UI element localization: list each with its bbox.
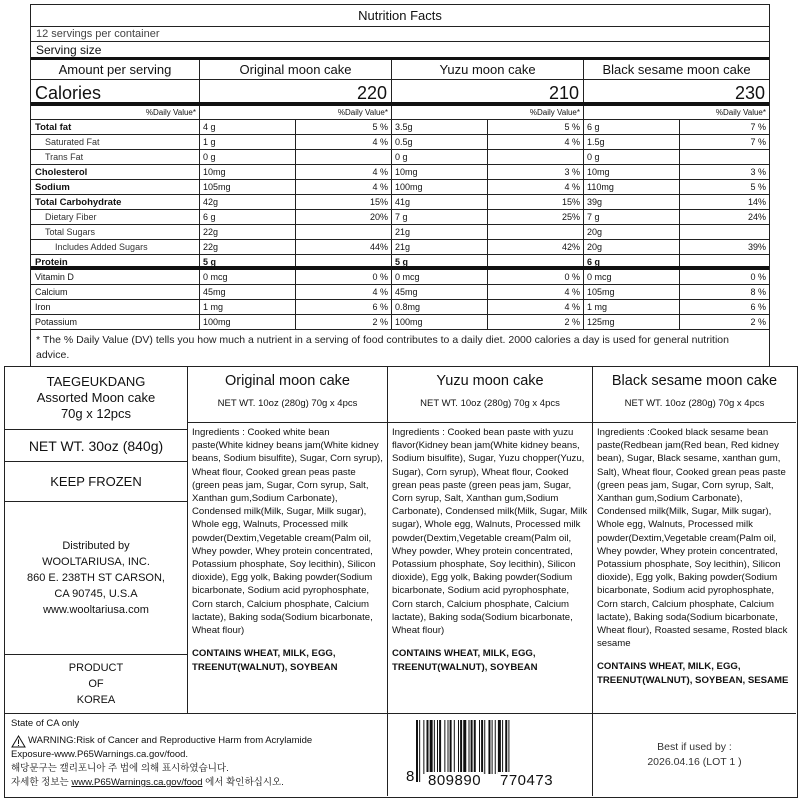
warning-korean-suffix: 에서 확인하십시오. — [202, 777, 284, 788]
nutrient-daily-value: 7 % — [750, 137, 766, 147]
barcode-bar — [481, 720, 483, 774]
p65-link[interactable]: www.P65Warnings.ca.gov/food — [71, 777, 203, 788]
calories-original: 220 — [200, 80, 392, 102]
product-header-row — [31, 60, 769, 80]
nutrient-value-group — [584, 165, 769, 179]
nutrient-row — [31, 180, 769, 195]
warning-triangle-icon — [11, 735, 26, 748]
nutrient-value-group — [200, 165, 392, 179]
origin-line: OF — [88, 678, 104, 690]
nutrient-daily-value: 20% — [369, 212, 388, 222]
yuzu-name: Yuzu moon cake — [436, 373, 544, 389]
distributor-city: CA 90745, U.S.A — [54, 588, 138, 600]
yuzu-ingredients: Ingredients : Cooked bean paste with yuzu flavor(Kidney bean jam(White kidney beans, Sodium bisulfite), Sugar, Yuzu chopper(Yuzu, Sugar), Corn syrup), Wheat flour, Cooked grean peas paste (green peas jam, Sugar, Corn syrup, Salt, Xanthan gum,Sodium Carbonate), Condensed milk(Milk, Sugar, Milk sugar), Whole egg, Walnuts, Processed milk powder(Dextim,Vegetable cream(Palm oil, Whey powder, Whey protein concentrated, Potassium phosphate, Soy lecithin), Silicon dioxide), Egg yolk, Baking powder(Sodium bicarbonate, Sodium acid pyrophosphate, Corn starch, Calcium phosphate, Calcium lactate), Baking soda(Sodium bicarbonate, Wheat flour) — [392, 427, 588, 637]
barcode-bar — [498, 720, 501, 774]
nutrient-daily-value: 6 % — [372, 302, 388, 312]
nutrient-daily-value — [296, 255, 391, 266]
vitamin-rows — [31, 270, 769, 330]
nutrient-daily-value: 0 % — [564, 272, 580, 282]
daily-value-footnote: * The % Daily Value (DV) tells you how much a nutrient in a serving of food contributes to a daily diet. 2000 calories a day is used for general nutrition advice. — [36, 334, 729, 361]
yuzu-net-weight: NET WT. 10oz (280g) 70g x 4pcs — [420, 398, 560, 409]
nutrient-daily-value — [296, 225, 391, 239]
nutrient-amount: 1 mg — [584, 300, 680, 314]
distributor-cell — [5, 502, 188, 655]
nutrient-amount: 10mg — [200, 165, 296, 179]
nutrient-amount: 3.5g — [392, 120, 488, 134]
nutrient-daily-value: 7 % — [750, 122, 766, 132]
nutrient-value-group — [584, 120, 769, 134]
nutrient-amount: 110mg — [584, 180, 680, 194]
nutrient-value-group — [392, 150, 584, 164]
barcode-bar — [505, 720, 507, 774]
nutrient-daily-value: 25% — [561, 212, 580, 222]
nutrient-daily-value — [680, 225, 769, 239]
nutrient-label: Total Sugars — [31, 225, 200, 239]
nutrient-daily-value: 15% — [561, 197, 580, 207]
nutrient-amount: 1 g — [200, 135, 296, 149]
calories-row — [31, 80, 769, 106]
barcode-bar — [488, 720, 490, 774]
nutrient-label: Trans Fat — [31, 150, 200, 164]
nutrient-amount: 0.5g — [392, 135, 488, 149]
serving-size: Serving size — [31, 42, 769, 60]
nutrient-label: Saturated Fat — [31, 135, 200, 149]
nutrient-value-group — [200, 240, 392, 254]
nutrient-row — [31, 300, 769, 315]
nutrient-daily-value: 44% — [369, 242, 388, 252]
nutrient-row — [31, 210, 769, 225]
product-name-yuzu: Yuzu moon cake — [392, 60, 584, 80]
nutrient-value-group — [584, 210, 769, 224]
distributor-website: www.wooltariusa.com — [43, 604, 149, 616]
nutrient-label: Cholesterol — [31, 165, 200, 179]
nutrient-row — [31, 225, 769, 240]
net-weight-cell — [5, 430, 188, 462]
nutrient-row — [31, 255, 769, 270]
nutrient-amount: 10mg — [584, 165, 680, 179]
nutrient-amount: 0.8mg — [392, 300, 488, 314]
warning-text: WARNING:Risk of Cancer and Reproductive Harm from Acrylamide — [28, 735, 313, 746]
nutrient-value-group — [392, 315, 584, 329]
nutrient-row — [31, 135, 769, 150]
barcode-first-digit: 8 — [406, 768, 415, 785]
nutrient-daily-value: 4 % — [372, 182, 388, 192]
nutrient-daily-value: 4 % — [372, 167, 388, 177]
best-by-cell — [593, 714, 796, 796]
nutrient-daily-value — [488, 255, 583, 266]
nutrient-value-group — [584, 225, 769, 239]
nutrition-facts-panel — [30, 4, 770, 367]
nutrient-amount: 7 g — [392, 210, 488, 224]
nutrient-daily-value: 39% — [747, 242, 766, 252]
nutrient-amount: 100mg — [392, 315, 488, 329]
nutrient-value-group — [200, 255, 392, 266]
original-net-weight: NET WT. 10oz (280g) 70g x 4pcs — [217, 398, 358, 409]
barcode-bar — [479, 720, 480, 774]
nutrient-value-group — [392, 210, 584, 224]
barcode-bar — [434, 720, 435, 774]
barcode-bar — [495, 720, 496, 774]
nutrient-label: Sodium — [31, 180, 200, 194]
best-by-label: Best if used by : — [657, 741, 732, 753]
yuzu-ingredients-cell — [388, 423, 593, 714]
nutrient-daily-value — [488, 150, 583, 164]
nutrient-amount: 6 g — [584, 255, 680, 266]
nutrient-amount: 41g — [392, 195, 488, 209]
nutrient-label: Potassium — [31, 315, 200, 329]
nutrient-amount: 0 mcg — [584, 270, 680, 284]
origin-line: KOREA — [76, 694, 116, 706]
nutrient-daily-value: 5 % — [372, 122, 388, 132]
black-sesame-header-cell — [593, 367, 796, 423]
nutrient-daily-value — [488, 225, 583, 239]
barcode-bar — [460, 720, 462, 774]
storage-cell — [5, 462, 188, 502]
nutrient-value-group — [392, 285, 584, 299]
daily-value-header: %Daily Value* — [715, 108, 766, 117]
nutrient-amount: 105mg — [584, 285, 680, 299]
nutrient-amount: 6 g — [200, 210, 296, 224]
barcode-bar — [430, 720, 433, 774]
nutrient-amount: 100mg — [392, 180, 488, 194]
nutrient-amount: 21g — [392, 240, 488, 254]
distributor-line: Distributed by — [62, 540, 130, 552]
nutrient-daily-value: 2 % — [564, 317, 580, 327]
nutrient-amount: 4 g — [200, 120, 296, 134]
nutrient-value-group — [200, 315, 392, 329]
nutrient-daily-value: 3 % — [750, 167, 766, 177]
nutrient-rows — [31, 120, 769, 270]
nutrient-daily-value — [296, 150, 391, 164]
nutrient-label: Calcium — [31, 285, 200, 299]
barcode-cell — [388, 714, 593, 796]
nutrient-daily-value: 15% — [369, 197, 388, 207]
distributor-company: WOOLTARIUSA, INC. — [42, 556, 150, 568]
daily-value-header-row — [31, 106, 769, 120]
nutrient-amount: 7 g — [584, 210, 680, 224]
nutrient-value-group — [200, 120, 392, 134]
barcode-bar — [474, 720, 476, 774]
nutrient-amount: 10mg — [392, 165, 488, 179]
nutrient-amount: 5 g — [392, 255, 488, 266]
barcode-right-digits: 770473 — [500, 772, 554, 789]
barcode-bar — [471, 720, 473, 774]
nutrient-daily-value: 4 % — [564, 182, 580, 192]
nutrient-row — [31, 240, 769, 255]
barcode-bar — [448, 720, 449, 774]
nutrient-amount: 0 g — [392, 150, 488, 164]
daily-value-header: %Daily Value* — [392, 106, 584, 119]
original-ingredients: Ingredients : Cooked white bean paste(White kidney beans jam(White kidney beans, Sodium bisulfite), Sugar, Corn syrup), Wheat flour, Cooked grean peas paste (green peas jam, Sugar, Corn syrup, Salt, Xanthan gum,Sodium Carbonate), Condensed milk(Milk, Sugar, Milk sugar), Whole egg, Walnuts, Processed milk powder(Dextim,Vegetable cream(Palm oil, Whey powder, Whey protein concentrated, Potassium phosphate, Soy lecithin), Silicon dioxide), Egg yolk, Baking powder(Sodium bicarbonate, Sodium acid pyrophosphate, Corn starch, Calcium phosphate, Calcium lactate), Baking soda(Sodium bicarbonate, Wheat flour) — [192, 427, 383, 637]
nutrient-row — [31, 120, 769, 135]
black-sesame-ingredients-cell — [593, 423, 796, 714]
original-ingredients-cell — [188, 423, 388, 714]
nutrient-value-group — [200, 225, 392, 239]
nutrient-amount: 0 mcg — [392, 270, 488, 284]
original-header-cell — [188, 367, 388, 423]
nutrient-amount: 42g — [200, 195, 296, 209]
nutrient-label: Includes Added Sugars — [31, 240, 200, 254]
nutrient-value-group — [584, 270, 769, 284]
barcode-bar — [437, 720, 438, 774]
product-name-original: Original moon cake — [200, 60, 392, 80]
nutrient-daily-value: 5 % — [564, 122, 580, 132]
nutrient-amount: 1.5g — [584, 135, 680, 149]
yuzu-allergens: CONTAINS WHEAT, MILK, EGG, TREENUT(WALNUT), SOYBEAN — [392, 648, 538, 674]
nutrient-value-group — [200, 180, 392, 194]
yuzu-header-cell — [388, 367, 593, 423]
nutrient-value-group — [584, 285, 769, 299]
nutrient-value-group — [584, 240, 769, 254]
nutrient-amount: 5 g — [200, 255, 296, 266]
prop65-warning-cell — [5, 714, 388, 796]
nutrient-daily-value: 8 % — [750, 287, 766, 297]
nutrient-row — [31, 150, 769, 165]
nutrient-row — [31, 315, 769, 330]
nutrient-label: Vitamin D — [31, 270, 200, 284]
nutrient-amount: 22g — [200, 225, 296, 239]
barcode-bar — [444, 720, 445, 774]
barcode-bar — [427, 720, 429, 774]
barcode-bar — [458, 720, 459, 774]
origin-cell — [5, 655, 188, 714]
nutrient-amount: 100mg — [200, 315, 296, 329]
nutrient-daily-value: 5 % — [750, 182, 766, 192]
calories-label: Calories — [31, 80, 200, 102]
original-name: Original moon cake — [225, 373, 350, 389]
nutrient-daily-value: 4 % — [564, 302, 580, 312]
nutrient-daily-value: 2 % — [750, 317, 766, 327]
nutrient-amount: 20g — [584, 240, 680, 254]
nutrient-amount: 45mg — [392, 285, 488, 299]
nutrient-label: Iron — [31, 300, 200, 314]
product-name-black-sesame: Black sesame moon cake — [602, 61, 751, 77]
product-label-panel — [4, 366, 798, 798]
nutrient-daily-value: 14% — [747, 197, 766, 207]
nutrient-amount: 0 g — [200, 150, 296, 164]
barcode-bar — [416, 720, 418, 782]
nutrient-daily-value: 6 % — [750, 302, 766, 312]
barcode-bar — [484, 720, 485, 774]
nutrient-daily-value: 24% — [747, 212, 766, 222]
calories-yuzu: 210 — [392, 80, 584, 102]
amount-per-serving-label: Amount per serving — [31, 60, 200, 80]
nutrient-value-group — [584, 135, 769, 149]
nutrient-value-group — [392, 240, 584, 254]
nutrient-daily-value: 42% — [561, 242, 580, 252]
barcode-bar — [454, 720, 455, 774]
daily-value-header: %Daily Value* — [200, 106, 392, 119]
product-name: Assorted Moon cake — [36, 390, 156, 405]
nutrient-amount: 6 g — [584, 120, 680, 134]
nutrient-daily-value: 0 % — [372, 272, 388, 282]
nutrient-value-group — [584, 150, 769, 164]
nutrient-value-group — [200, 270, 392, 284]
nutrient-amount: 105mg — [200, 180, 296, 194]
nutrient-value-group — [584, 195, 769, 209]
nutrient-daily-value — [680, 255, 769, 266]
nutrient-value-group — [584, 180, 769, 194]
keep-frozen: KEEP FROZEN — [50, 473, 142, 489]
nutrient-daily-value: 4 % — [564, 287, 580, 297]
daily-value-header: %Daily Value* — [31, 106, 200, 119]
nutrient-amount: 45mg — [200, 285, 296, 299]
nutrient-value-group — [200, 195, 392, 209]
nutrient-daily-value: 4 % — [372, 287, 388, 297]
nutrient-daily-value: 2 % — [372, 317, 388, 327]
nutrient-value-group — [392, 225, 584, 239]
nutrient-value-group — [200, 285, 392, 299]
barcode-bar — [423, 720, 424, 774]
nutrient-value-group — [392, 270, 584, 284]
best-by-date: 2026.04.16 (LOT 1 ) — [647, 756, 742, 768]
nutrient-value-group — [200, 300, 392, 314]
nutrient-value-group — [392, 135, 584, 149]
barcode-bar — [492, 720, 493, 774]
barcode-left-digits: 809890 — [428, 772, 482, 789]
nutrient-value-group — [584, 255, 769, 266]
nutrient-row — [31, 165, 769, 180]
original-allergens: CONTAINS WHEAT, MILK, EGG, TREENUT(WALNUT), SOYBEAN — [192, 648, 338, 674]
nutrient-label: Total Carbohydrate — [31, 195, 200, 209]
brand-cell — [5, 367, 188, 430]
nutrient-value-group — [200, 210, 392, 224]
nutrient-value-group — [584, 300, 769, 314]
nutrient-value-group — [392, 195, 584, 209]
state-notice: State of CA only — [11, 718, 80, 729]
nutrient-row — [31, 285, 769, 300]
nutrient-value-group — [584, 315, 769, 329]
servings-per-container: 12 servings per container — [31, 27, 769, 42]
black-sesame-name: Black sesame moon cake — [611, 373, 778, 389]
nutrient-value-group — [200, 150, 392, 164]
nutrient-value-group — [392, 165, 584, 179]
pack-size: 70g x 12pcs — [60, 406, 132, 421]
nutrient-amount: 0 g — [584, 150, 680, 164]
nutrient-daily-value: 3 % — [564, 167, 580, 177]
nutrient-amount: 39g — [584, 195, 680, 209]
nutrient-value-group — [200, 135, 392, 149]
nutrient-label: Dietary Fiber — [31, 210, 200, 224]
nutrient-daily-value: 4 % — [564, 137, 580, 147]
net-weight: NET WT. 30oz (840g) — [28, 437, 164, 454]
warning-korean-prefix: 자세한 정보는 — [11, 777, 72, 788]
nutrient-value-group — [392, 120, 584, 134]
black-sesame-net-weight: NET WT. 10oz (280g) 70g x 4pcs — [624, 398, 765, 409]
nutrient-row — [31, 270, 769, 285]
nutrient-amount: 21g — [392, 225, 488, 239]
barcode-bar — [502, 720, 503, 774]
nutrient-amount: 20g — [584, 225, 680, 239]
nutrient-amount: 125mg — [584, 315, 680, 329]
nutrient-value-group — [392, 255, 584, 266]
nutrient-label: Total fat — [31, 120, 200, 134]
nutrient-daily-value — [680, 150, 769, 164]
calories-black-sesame: 230 — [734, 83, 765, 103]
warning-korean-1: 해당문구는 캘리포니아 주 법에 의해 표시하였습니다. — [11, 763, 229, 774]
origin-line: PRODUCT — [68, 662, 124, 674]
nutrient-daily-value: 0 % — [750, 272, 766, 282]
nutrient-amount: 22g — [200, 240, 296, 254]
barcode-bar — [439, 720, 441, 774]
nutrition-title: Nutrition Facts — [31, 5, 769, 27]
distributor-address: 860 E. 238TH ST CARSON, — [27, 572, 165, 584]
nutrient-amount: 0 mcg — [200, 270, 296, 284]
nutrient-amount: 1 mg — [200, 300, 296, 314]
barcode-bar — [419, 720, 420, 782]
barcode-bar — [450, 720, 452, 774]
warning-korean-2 — [11, 776, 381, 790]
nutrient-daily-value: 4 % — [372, 137, 388, 147]
black-sesame-ingredients: Ingredients :Cooked black sesame bean paste(Redbean jam(Red bean, Red kidney bean), Sugar, Black sesame, xanthan gum, Salt), Wheat flour, Cooked grean peas paste (green peas jam, Sugar, Corn syrup, Salt, Xanthan gum,Sodium Carbonate), Condensed milk(Milk, Sugar, Milk sugar), Whole egg, Walnuts, Processed milk powder(Dextim,Vegetable cream(Palm oil, Whey powder, Whey protein concentrated, Potassium phosphate, Soy lecithin), Silicon dioxide), Egg yolk, Baking powder(Sodium bicarbonate, Sodium acid pyrophosphate, Corn starch, Calcium phosphate, Calcium lactate), Baking soda(Sodium bicarbonate, Wheat flour), Roasted sesame, Rosted black sesame — [597, 427, 788, 650]
nutrient-value-group — [392, 180, 584, 194]
nutrient-value-group — [392, 300, 584, 314]
nutrient-row — [31, 195, 769, 210]
warning-exposure: Exposure-www.P65Warnings.ca.gov/food. — [11, 749, 189, 760]
black-sesame-allergens: CONTAINS WHEAT, MILK, EGG, TREENUT(WALNUT), SOYBEAN, SESAME — [597, 661, 789, 687]
brand-name: TAEGEUKDANG — [46, 374, 146, 389]
nutrient-label: Protein — [31, 255, 200, 266]
